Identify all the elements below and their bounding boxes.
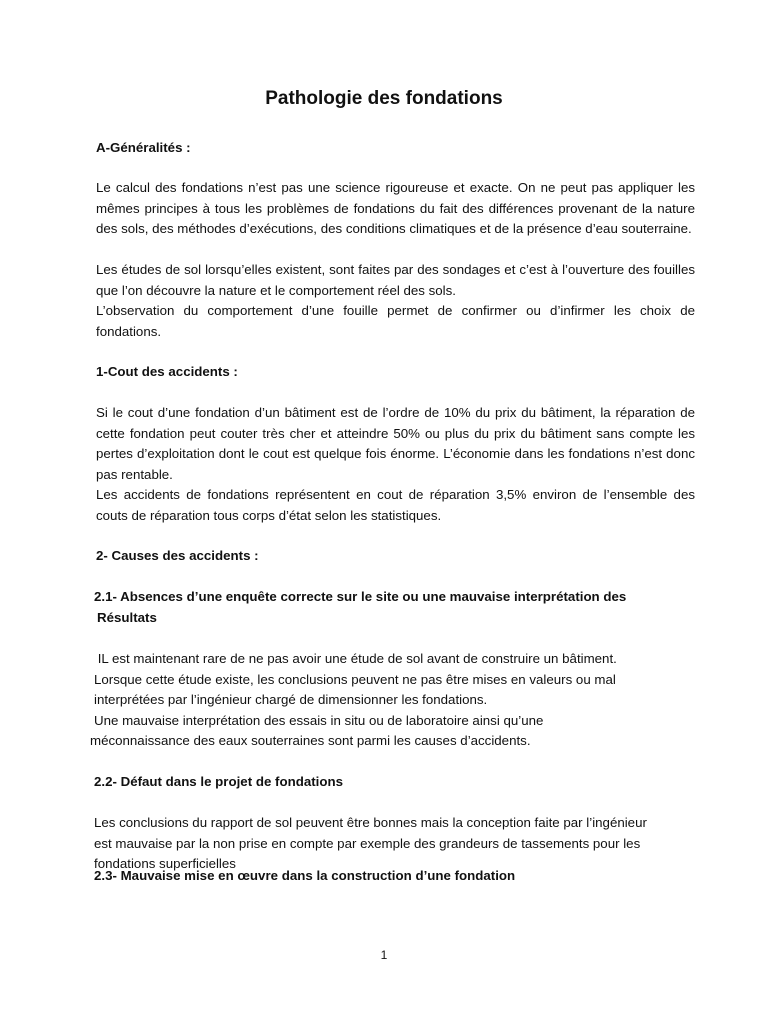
- section-heading-cout: 1-Cout des accidents :: [96, 364, 238, 379]
- paragraph-cout-1: Si le cout d’une fondation d’un bâtiment est de l’ordre de 10% du prix du bâtiment, la réparation de cette fondation peut couter très cher et atteindre 50% ou plus du prix du bâtiment sans compte les pertes d’exploitation dont le cout est quelque fois énorme. L’économie dans les fondations n’est donc pas rentable.: [96, 405, 695, 482]
- paragraph-generalites-3: L’observation du comportement d’une fouille permet de confirmer ou d’infirmer les choix de fondations.: [96, 303, 695, 339]
- paragraph-2-1: [90, 649, 617, 752]
- paragraph-2-2-line: fondations superficielles: [94, 856, 236, 872]
- paragraph-generalites-2: Les études de sol lorsqu’elles existent, sont faites par des sondages et c’est à l’ouverture des fouilles que l’on découvre la nature et le comportement réel des sols.: [96, 262, 695, 298]
- page-number: 1: [380, 948, 388, 962]
- paragraph-2-1-line: méconnaissance des eaux souterraines sont parmi les causes d’accidents.: [90, 733, 531, 749]
- subsection-heading-2-3: 2.3- Mauvaise mise en œuvre dans la construction d’une fondation: [94, 868, 516, 883]
- paragraph-2-1-line: Lorsque cette étude existe, les conclusions peuvent ne pas être mises en valeurs ou mal: [94, 671, 616, 687]
- paragraph-2-1-line: IL est maintenant rare de ne pas avoir une étude de sol avant de construire un bâtiment.: [94, 651, 617, 666]
- paragraph-2-1-line: interprétées par l’ingénieur chargé de dimensionner les fondations.: [94, 692, 488, 708]
- section-heading-generalites: A-Généralités :: [96, 140, 191, 155]
- paragraph-2-2-line: Les conclusions du rapport de sol peuvent être bonnes mais la conception faite par l’ingénieur: [94, 815, 647, 830]
- paragraph-cout-2: Les accidents de fondations représentent en cout de réparation 3,5% environ de l’ensemble des couts de réparation tous corps d’état selon les statistiques.: [96, 487, 695, 523]
- subsection-heading-2-2: 2.2- Défaut dans le projet de fondations: [94, 774, 343, 789]
- subsection-heading-2-1-line-1: 2.1- Absences d’une enquête correcte sur le site ou une mauvaise interprétation des: [94, 589, 627, 604]
- section-heading-causes: 2- Causes des accidents :: [96, 548, 259, 563]
- subsection-heading-2-1: [94, 587, 626, 628]
- paragraph-2-1-line: Une mauvaise interprétation des essais in situ ou de laboratoire ainsi qu’une: [94, 712, 544, 728]
- paragraph-generalites-1: Le calcul des fondations n’est pas une science rigoureuse et exacte. On ne peut pas appliquer les mêmes principes à tous les problèmes de fondations du fait des différences provenant de la nature des sols, des méthodes d’exécutions, des conditions climatiques et de la présence d’eau souterraine.: [96, 180, 695, 237]
- subsection-heading-2-1-line-2: Résultats: [97, 609, 157, 625]
- paragraph-2-2-line: est mauvaise par la non prise en compte par exemple des grandeurs de tassements pour les: [94, 835, 641, 851]
- document-title: Pathologie des fondations: [265, 88, 503, 109]
